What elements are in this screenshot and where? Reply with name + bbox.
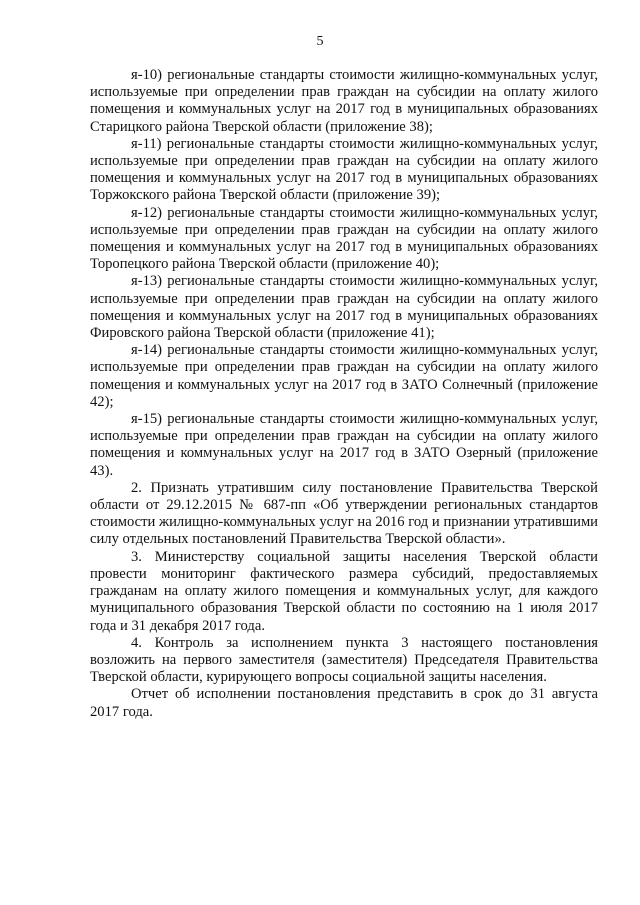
- paragraph-ya-15: я-15) региональные стандарты стоимости жилищно-коммунальных услуг, используемые при определении прав граждан на субсидии на оплату жилого помещения и коммунальных услуг на 2017 год в ЗАТО Озерный (приложение 43).: [90, 411, 598, 479]
- paragraph-ya-13: я-13) региональные стандарты стоимости жилищно-коммунальных услуг, используемые при определении прав граждан на субсидии на оплату жилого помещения и коммунальных услуг на 2017 год в муниципальных образованиях Фировского района Тверской области (приложение 41);: [90, 273, 598, 342]
- paragraph-report: Отчет об исполнении постановления представить в срок до 31 августа 2017 года.: [90, 686, 598, 720]
- paragraph-item-4: 4. Контроль за исполнением пункта 3 настоящего постановления возложить на первого заместителя (заместителя) Председателя Правительства Тверской области, курирующего вопросы социальной защиты населения.: [90, 634, 598, 686]
- paragraph-item-2: 2. Признать утратившим силу постановление Правительства Тверской области от 29.12.2015 № 687-пп «Об утверждении региональных стандартов стоимости жилищно-коммунальных услуг на 2016 год и признании утратившими силу отдельных постановлений Правительства Тверской области».: [90, 479, 598, 548]
- paragraph-item-3: 3. Министерству социальной защиты населения Тверской области провести мониторинг фактического размера субсидий, предоставляемых гражданам на оплату жилого помещения и коммунальных услуг, для каждого муниципального образования Тверской области по состоянию на 1 июля 2017 года и 31 декабря 2017 года.: [90, 548, 598, 634]
- paragraph-ya-12: я-12) региональные стандарты стоимости жилищно-коммунальных услуг, используемые при определении прав граждан на субсидии на оплату жилого помещения и коммунальных услуг на 2017 год в муниципальных образованиях Торопецкого района Тверской области (приложение 40);: [90, 204, 598, 273]
- paragraph-ya-11: я-11) региональные стандарты стоимости жилищно-коммунальных услуг, используемые при определении прав граждан на субсидии на оплату жилого помещения и коммунальных услуг на 2017 год в муниципальных образованиях Торжокского района Тверской области (приложение 39);: [90, 135, 598, 204]
- page-number: 5: [316, 34, 324, 49]
- paragraph-ya-14: я-14) региональные стандарты стоимости жилищно-коммунальных услуг, используемые при определении прав граждан на субсидии на оплату жилого помещения и коммунальных услуг на 2017 год в ЗАТО Солнечный (приложение 42);: [90, 342, 598, 410]
- document-body: [90, 67, 598, 721]
- paragraph-ya-10: я-10) региональные стандарты стоимости жилищно-коммунальных услуг, используемые при определении прав граждан на субсидии на оплату жилого помещения и коммунальных услуг на 2017 год в муниципальных образованиях Старицкого района Тверской области (приложение 38);: [90, 67, 598, 135]
